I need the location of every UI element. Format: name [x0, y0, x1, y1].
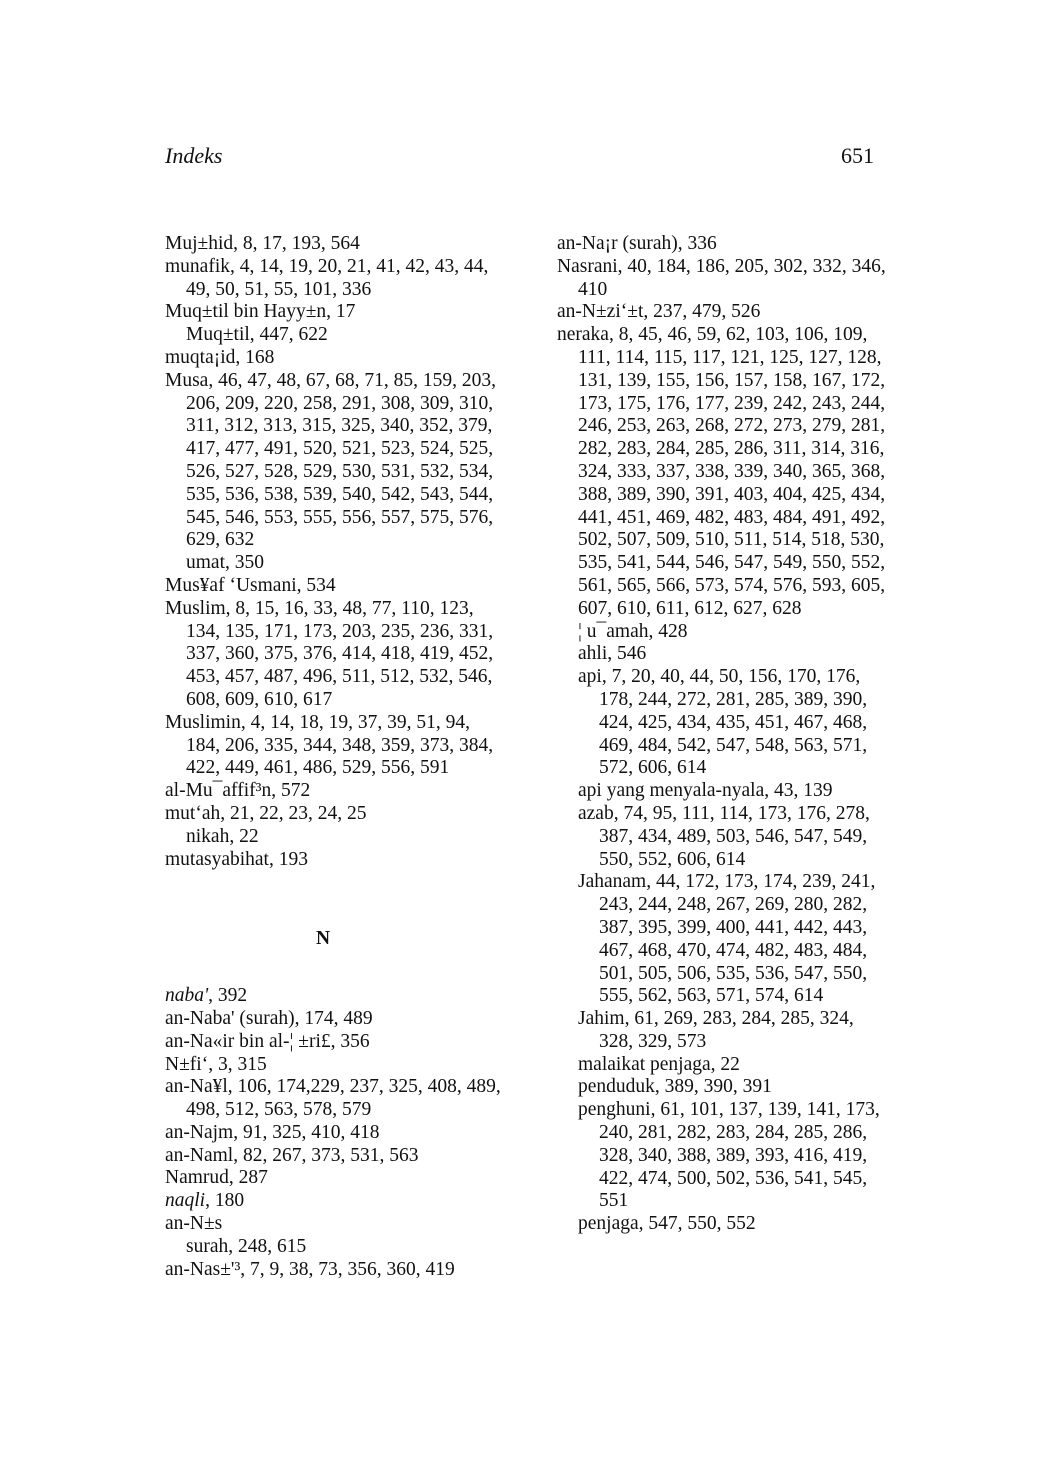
- index-term: an-Najm, 91, 325, 410, 418: [165, 1121, 380, 1143]
- index-term: an-N±s: [165, 1213, 223, 1235]
- index-subentry: Muq±til, 447, 622: [186, 324, 328, 346]
- index-term: an-Nas±'³, 7, 9, 38, 73, 356, 360, 419: [165, 1258, 455, 1280]
- index-entry: Muslimin, 4, 14, 18, 19, 37, 39, 51, 94, 184, 206, 335, 344, 348, 359, 373, 384, 422, 449, 461, 486, 529, 556, 591: [165, 711, 494, 779]
- index-subentry: api, 7, 20, 40, 44, 50, 156, 170, 176, 178, 244, 272, 281, 285, 389, 390, 424, 425, 434, 435, 451, 467, 468, 469, 484, 542, 547, 548, 563, 571, 572, 606, 614: [578, 666, 868, 779]
- index-subentry: penjaga, 547, 550, 552: [578, 1213, 756, 1235]
- index-entry: Mus¥af ‘Usmani, 534: [165, 574, 336, 596]
- index-entry: mut‘ah, 21, 22, 23, 24, 25: [165, 802, 367, 824]
- index-entry: [165, 1145, 505, 1168]
- index-term: N±fi‘, 3, 315: [165, 1053, 267, 1075]
- index-subentry: ahli, 546: [578, 643, 647, 665]
- index-term: an-Na«ir bin al-¦ ±ri£, 356: [165, 1030, 370, 1052]
- index-entry: an-N±zi‘±t, 237, 479, 526: [557, 301, 761, 323]
- running-header-title: Indeks: [165, 143, 223, 168]
- index-term: Namrud, 287: [165, 1167, 268, 1189]
- page-number: 651: [841, 143, 874, 168]
- index-entry: Muj±hid, 8, 17, 193, 564: [165, 233, 360, 254]
- index-entry: mutasyabihat, 193: [165, 848, 308, 870]
- index-entry: Musa, 46, 47, 48, 67, 68, 71, 85, 159, 203, 206, 209, 220, 258, 291, 308, 309, 310, 311, 312, 313, 315, 325, 340, 352, 379, 417, 477, 491, 520, 521, 523, 524, 525, 526, 527, 528, 529, 530, 531, 532, 534, 535, 536, 538, 539, 540, 542, 543, 544, 545, 546, 553, 555, 556, 557, 575, 576, 629, 632: [165, 369, 496, 551]
- index-entry: muqta¡id, 168: [165, 346, 275, 368]
- index-entry: an-Na¡r (surah), 336: [557, 233, 717, 254]
- index-entries-m: [165, 233, 505, 871]
- index-entry: Muslim, 8, 15, 16, 33, 48, 77, 110, 123, 134, 135, 171, 173, 203, 235, 236, 331, 337, 360, 375, 376, 414, 418, 419, 452, 453, 457, 487, 496, 511, 512, 532, 546, 608, 609, 610, 617: [165, 597, 494, 710]
- index-subentry: Jahim, 61, 269, 283, 284, 285, 324, 328, 329, 573: [578, 1008, 854, 1052]
- index-entry: [165, 1054, 505, 1077]
- index-entry: Muq±til bin Hayy±n, 17: [165, 301, 356, 323]
- right-column: [557, 233, 887, 1236]
- index-entry: [165, 1122, 505, 1145]
- index-term: an-Naml, 82, 267, 373, 531, 563: [165, 1144, 419, 1166]
- index-subentry: penduduk, 389, 390, 391: [578, 1076, 772, 1098]
- index-subentry: Jahanam, 44, 172, 173, 174, 239, 241, 243, 244, 248, 267, 269, 280, 282, 387, 395, 399, 400, 441, 442, 443, 467, 468, 470, 474, 482, 483, 484, 501, 505, 506, 535, 536, 547, 550, 555, 562, 563, 571, 574, 614: [578, 871, 876, 1007]
- index-entry: [165, 1008, 505, 1031]
- index-subentry: ¦ u¯amah, 428: [578, 620, 688, 642]
- index-entry: [165, 1259, 505, 1282]
- index-subentry: azab, 74, 95, 111, 114, 173, 176, 278, 387, 434, 489, 503, 546, 547, 549, 550, 552, 606, 614: [578, 802, 870, 870]
- index-entry: [165, 1031, 505, 1054]
- index-entry: [165, 1190, 505, 1213]
- index-entry: munafik, 4, 14, 19, 20, 21, 41, 42, 43, 44, 49, 50, 51, 55, 101, 336: [165, 255, 489, 300]
- index-subentry: umat, 350: [186, 552, 264, 574]
- index-term: naba': [165, 985, 209, 1007]
- index-pages: , 180: [205, 1190, 245, 1212]
- left-column: [165, 233, 505, 1281]
- index-entry: [165, 1213, 505, 1236]
- index-entry: [165, 1076, 505, 1122]
- index-entry: [165, 1167, 505, 1190]
- index-entries-right: [557, 233, 887, 1236]
- index-subentry: nikah, 22: [186, 825, 259, 847]
- index-term: an-Na¥l, 106, 174,229, 237, 325, 408, 489, 498, 512, 563, 578, 579: [165, 1076, 501, 1121]
- index-entry: Nasrani, 40, 184, 186, 205, 302, 332, 346, 410: [557, 255, 886, 300]
- index-term: naqli: [165, 1190, 206, 1212]
- index-entry: neraka, 8, 45, 46, 59, 62, 103, 106, 109, 111, 114, 115, 117, 121, 125, 127, 128, 131, 139, 155, 156, 157, 158, 167, 172, 173, 175, 176, 177, 239, 242, 243, 244, 246, 253, 263, 268, 272, 273, 279, 281, 282, 283, 284, 285, 286, 311, 314, 316, 324, 333, 337, 338, 339, 340, 365, 368, 388, 389, 390, 391, 403, 404, 425, 434, 441, 451, 469, 482, 483, 484, 491, 492, 502, 507, 509, 510, 511, 514, 518, 530, 535, 541, 544, 546, 547, 549, 550, 552, 561, 565, 566, 573, 574, 576, 593, 605, 607, 610, 611, 612, 627, 628: [557, 324, 886, 619]
- index-subentry: api yang menyala-nyala, 43, 139: [578, 780, 833, 802]
- index-term: an-Naba' (surah), 174, 489: [165, 1007, 373, 1029]
- index-entry: al-Mu¯affif³n, 572: [165, 780, 311, 802]
- index-pages: , 392: [208, 985, 248, 1007]
- index-subentry: [165, 1236, 505, 1259]
- letter-heading-n: N: [315, 928, 331, 950]
- index-term: surah, 248, 615: [186, 1235, 307, 1257]
- index-entry: [165, 985, 505, 1008]
- index-entries-n: [165, 985, 505, 1281]
- index-subentry: penghuni, 61, 101, 137, 139, 141, 173, 240, 281, 282, 283, 284, 285, 286, 328, 340, 388, 389, 393, 416, 419, 422, 474, 500, 502, 536, 541, 545, 551: [578, 1099, 880, 1212]
- index-subentry: malaikat penjaga, 22: [578, 1053, 740, 1075]
